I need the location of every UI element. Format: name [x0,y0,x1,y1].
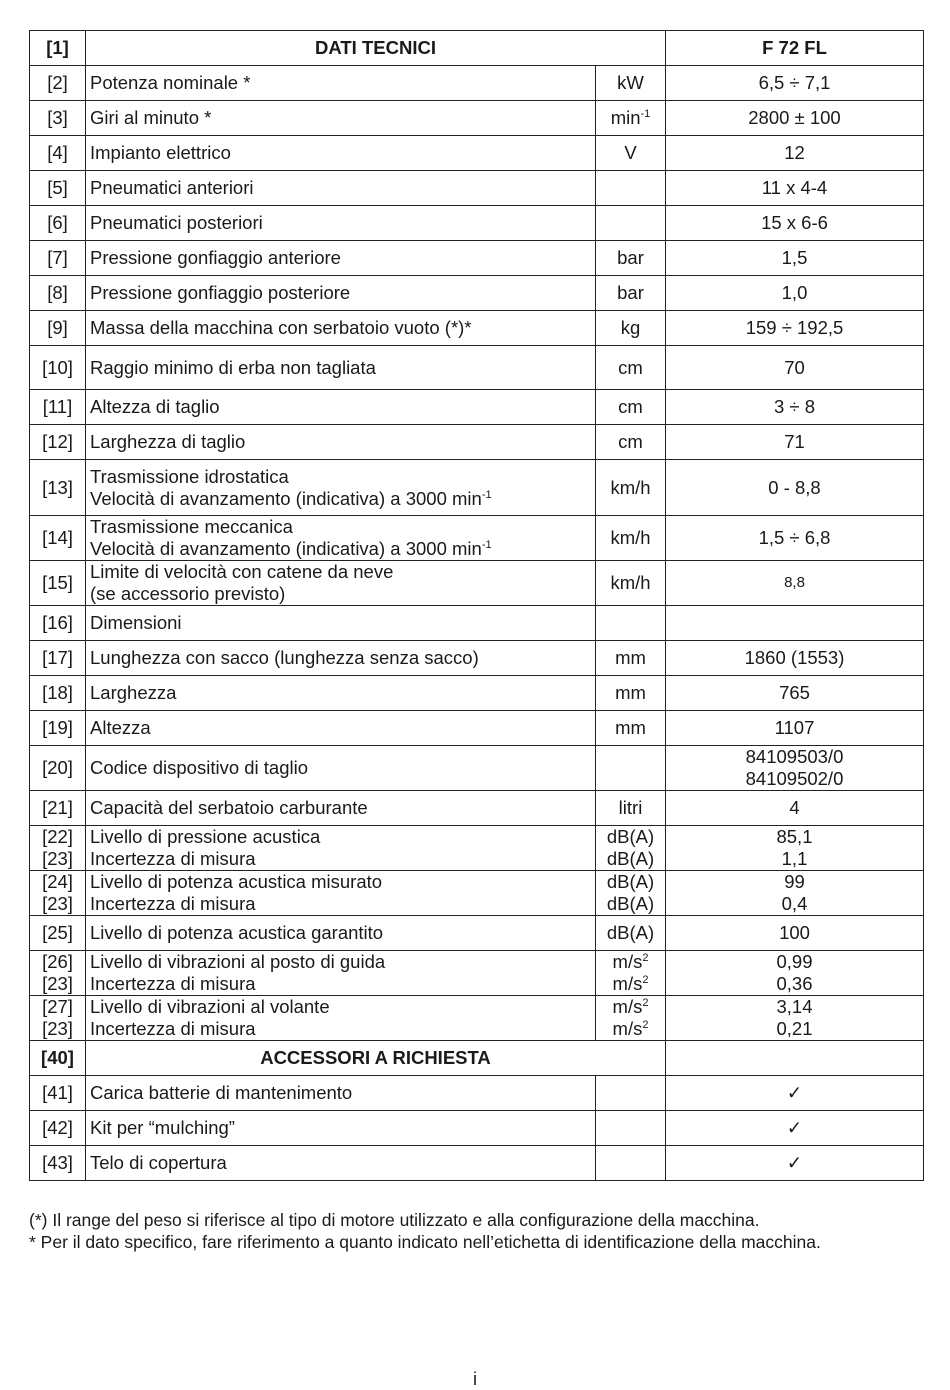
spec-unit-line [600,1018,661,1040]
row-number [30,996,86,1041]
spec-unit [596,101,666,136]
spec-description: Massa della macchina con serbatoio vuoto (*)* [86,311,596,346]
table-row [30,460,924,516]
row-number-text: [26] [42,951,73,972]
spec-unit-line [600,996,661,1018]
accessories-header-row [30,1041,924,1076]
spec-value [666,606,924,641]
spec-unit [596,460,666,516]
row-number-text: [23] [42,848,73,869]
row-number-line [34,996,81,1018]
spec-unit [596,66,666,101]
spec-unit [596,390,666,425]
spec-value: 1860 (1553) [666,641,924,676]
table-row-group [30,871,924,916]
spec-description-text: (se accessorio previsto) [90,583,286,604]
unit-text: mm [615,717,646,738]
row-number [30,826,86,871]
row-number: [13] [30,460,86,516]
row-number: [4] [30,136,86,171]
row-number: [14] [30,516,86,561]
spec-description: Capacità del serbatoio carburante [86,791,596,826]
unit-text: cm [618,396,643,417]
spec-value [666,1041,924,1076]
spec-value-line: 84109502/0 [745,768,844,789]
spec-value-line [670,848,919,870]
table-row [30,746,924,791]
spec-description-text: Incertezza di misura [90,848,256,869]
spec-description: Pneumatici posteriori [86,206,596,241]
spec-value-text: 0,36 [776,973,813,994]
spec-value: 159 ÷ 192,5 [666,311,924,346]
spec-description-text: Livello di vibrazioni al volante [90,996,330,1017]
table-row [30,311,924,346]
spec-value: 2800 ± 100 [666,101,924,136]
spec-description-line: Trasmissione idrostatica [90,465,289,487]
accessory-name: Telo di copertura [86,1146,596,1181]
row-number: [16] [30,606,86,641]
superscript: 2 [642,1019,649,1031]
spec-description [86,460,596,516]
table-row [30,66,924,101]
table-row [30,791,924,826]
spec-unit [596,206,666,241]
table-row [30,136,924,171]
accessory-name: Kit per “mulching” [86,1111,596,1146]
row-number-line [34,1018,81,1040]
spec-unit [596,241,666,276]
table-row [30,276,924,311]
spec-value-text: 1,1 [781,848,808,869]
spec-unit [596,136,666,171]
spec-value: 1,5 ÷ 6,8 [666,516,924,561]
spec-value: 1107 [666,711,924,746]
spec-description-text: Incertezza di misura [90,973,256,994]
spec-unit-line [600,951,661,973]
spec-unit-text: m/s [612,1018,643,1039]
spec-value: 100 [666,916,924,951]
spec-description: Pressione gonfiaggio posteriore [86,276,596,311]
spec-value: 15 x 6-6 [666,206,924,241]
spec-value [666,746,924,791]
spec-unit [596,791,666,826]
row-number: [9] [30,311,86,346]
checkmark-icon: ✓ [666,1076,924,1111]
spec-description-line [90,893,591,915]
spec-description-text: Incertezza di misura [90,1018,256,1039]
spec-value-line [670,1018,919,1040]
spec-value-text: 85,1 [776,826,813,847]
table-row [30,241,924,276]
spec-unit-line [600,973,661,995]
accessories-title: ACCESSORI A RICHIESTA [86,1041,666,1076]
spec-value: 1,0 [666,276,924,311]
table-row [30,1076,924,1111]
spec-unit: dB(A) [596,916,666,951]
row-number: [8] [30,276,86,311]
model-name: F 72 FL [666,31,924,66]
table-row [30,561,924,606]
unit-text: bar [617,247,644,268]
row-number [30,871,86,916]
checkmark-icon: ✓ [666,1146,924,1181]
spec-description-text: Livello di pressione acustica [90,826,321,847]
unit-text: cm [618,356,643,378]
spec-description [86,951,596,996]
spec-unit [596,746,666,791]
spec-description: Livello di potenza acustica garantito [86,916,596,951]
spec-unit [596,606,666,641]
spec-unit [596,996,666,1041]
spec-description [86,826,596,871]
footnote: (*) Il range del peso si riferisce al tipo di motore utilizzato e alla configurazione della macchina. [29,1210,760,1230]
spec-unit [596,641,666,676]
spec-description-text: Livello di vibrazioni al posto di guida [90,951,386,972]
table-row [30,711,924,746]
table-row [30,390,924,425]
table-row [30,1111,924,1146]
table-row [30,101,924,136]
spec-description [86,996,596,1041]
spec-description: Dimensioni [86,606,596,641]
spec-value-text: 99 [784,871,805,892]
row-number-text: [27] [42,996,73,1017]
spec-unit-text: m/s [612,951,643,972]
spec-value: 3 ÷ 8 [666,390,924,425]
row-number-line [34,848,81,870]
table-row [30,676,924,711]
spec-value [666,826,924,871]
row-number: [17] [30,641,86,676]
unit-text: km/h [610,572,651,593]
unit-text: litri [618,797,643,818]
spec-value-text: 0,99 [776,951,813,972]
spec-description-line [90,951,591,973]
spec-value: 8,8 [666,561,924,606]
row-number: [7] [30,241,86,276]
table-row [30,516,924,561]
row-number: [1] [30,31,86,66]
spec-unit-text: dB(A) [606,848,655,869]
spec-unit-text: dB(A) [606,871,655,892]
superscript: -1 [640,108,651,120]
unit-text: mm [615,682,646,703]
spec-unit [596,711,666,746]
spec-unit [596,561,666,606]
spec-value: 70 [666,346,924,390]
spec-description-line [90,848,591,870]
spec-description-line [90,996,591,1018]
footnote: * Per il dato specifico, fare riferimento a quanto indicato nell’etichetta di identificazione della macchina. [29,1232,821,1252]
superscript: -1 [481,488,492,501]
spec-unit [596,1146,666,1181]
row-number: [11] [30,390,86,425]
superscript: 2 [642,997,649,1009]
row-number: [6] [30,206,86,241]
spec-value: 12 [666,136,924,171]
spec-description [86,516,596,561]
row-number-line [34,973,81,995]
spec-unit-line [600,826,661,848]
spec-unit-text: dB(A) [606,893,655,914]
spec-description: Pressione gonfiaggio anteriore [86,241,596,276]
spec-value: 4 [666,791,924,826]
table-row-group [30,996,924,1041]
spec-description: Lunghezza con sacco (lunghezza senza sacco) [86,641,596,676]
spec-unit-line [600,848,661,870]
spec-value: 0 - 8,8 [666,460,924,516]
spec-unit [596,276,666,311]
row-number: [3] [30,101,86,136]
spec-unit-text: m/s [612,973,643,994]
row-number [30,951,86,996]
spec-description-line [90,538,591,560]
spec-unit [596,1111,666,1146]
row-number: [19] [30,711,86,746]
spec-description [86,561,596,606]
spec-unit [596,425,666,460]
table-row [30,1146,924,1181]
spec-value: 6,5 ÷ 7,1 [666,66,924,101]
spec-unit [596,516,666,561]
spec-description: Impianto elettrico [86,136,596,171]
spec-unit-text: dB(A) [606,826,655,847]
spec-value-line: 84109503/0 [745,746,844,767]
table-row-group [30,951,924,996]
spec-unit [596,1076,666,1111]
spec-value-text: 3,14 [776,996,813,1017]
spec-unit [596,171,666,206]
row-number: [41] [30,1076,86,1111]
unit-text: km/h [610,476,651,498]
spec-description: Altezza di taglio [86,390,596,425]
table-row [30,171,924,206]
spec-description: Raggio minimo di erba non tagliata [86,346,596,390]
spec-unit [596,951,666,996]
row-number-text: [23] [42,973,73,994]
spec-description: Giri al minuto * [86,101,596,136]
spec-value: 1,5 [666,241,924,276]
unit-text: kg [620,317,641,338]
table-row [30,206,924,241]
row-number: [42] [30,1111,86,1146]
row-number: [20] [30,746,86,791]
spec-description: Larghezza [86,676,596,711]
row-number: [25] [30,916,86,951]
table-title: DATI TECNICI [86,31,666,66]
table-row [30,346,924,390]
table-row [30,916,924,951]
spec-value [666,951,924,996]
unit-text: mm [615,647,646,668]
row-number: [40] [30,1041,86,1076]
spec-description: Altezza [86,711,596,746]
spec-description-text: Velocità di avanzamento (indicativa) a 3000 min [90,487,482,509]
superscript: 2 [642,952,649,964]
row-number: [43] [30,1146,86,1181]
spec-description: Pneumatici anteriori [86,171,596,206]
row-number-text: [24] [42,871,73,892]
table-row [30,425,924,460]
row-number: [2] [30,66,86,101]
spec-unit [596,826,666,871]
spec-description-line: Trasmissione meccanica [90,516,293,537]
spec-description-line [90,871,591,893]
spec-description-line [90,826,591,848]
superscript: 2 [642,974,649,986]
row-number: [18] [30,676,86,711]
spec-unit-line [600,871,661,893]
spec-value: 11 x 4-4 [666,171,924,206]
spec-description: Potenza nominale * [86,66,596,101]
table-row-group [30,826,924,871]
spec-description-line: Limite di velocità con catene da neve [90,561,394,582]
row-number-line [34,893,81,915]
spec-description: Codice dispositivo di taglio [86,746,596,791]
spec-description-line [90,583,591,605]
spec-description-text: Livello di potenza acustica misurato [90,871,383,892]
spec-description: Larghezza di taglio [86,425,596,460]
spec-value-line [670,973,919,995]
spec-value-line [670,951,919,973]
spec-unit-text: m/s [612,996,643,1017]
table-row [30,606,924,641]
spec-value: 765 [666,676,924,711]
spec-description-text: Velocità di avanzamento (indicativa) a 3000 min [90,538,482,559]
row-number-text: [22] [42,826,73,847]
row-number: [15] [30,561,86,606]
row-number-text: [23] [42,1018,73,1039]
spec-value [666,871,924,916]
row-number-line [34,826,81,848]
row-number-text: [23] [42,893,73,914]
spec-description [86,871,596,916]
unit-text: cm [618,431,643,452]
row-number-line [34,871,81,893]
spec-unit [596,346,666,390]
page-number: i [473,1369,477,1389]
row-number: [21] [30,791,86,826]
spec-description-text: Incertezza di misura [90,893,256,914]
spec-value-text: 0,4 [781,893,808,914]
spec-value-line [670,893,919,915]
unit-text: kW [617,72,644,93]
unit-text: km/h [610,527,651,548]
spec-value [666,996,924,1041]
spec-description-line [90,488,591,510]
spec-value: 71 [666,425,924,460]
spec-value-line [670,871,919,893]
spec-unit [596,871,666,916]
technical-data-table [29,30,924,1181]
footnotes [29,1209,929,1253]
spec-value-text: 0,21 [776,1018,813,1039]
spec-value-line [670,826,919,848]
row-number: [12] [30,425,86,460]
spec-unit-line [600,893,661,915]
unit-text: min [610,107,641,128]
table-header-row [30,31,924,66]
accessory-name: Carica batterie di mantenimento [86,1076,596,1111]
superscript: -1 [481,539,492,551]
unit-text: bar [617,282,644,303]
unit-text: V [624,142,637,163]
row-number-line [34,951,81,973]
checkmark-icon: ✓ [666,1111,924,1146]
row-number: [10] [30,346,86,390]
spec-description-line [90,973,591,995]
spec-unit [596,676,666,711]
table-row [30,641,924,676]
spec-unit [596,311,666,346]
spec-description-line [90,1018,591,1040]
spec-value-line [670,996,919,1018]
row-number: [5] [30,171,86,206]
